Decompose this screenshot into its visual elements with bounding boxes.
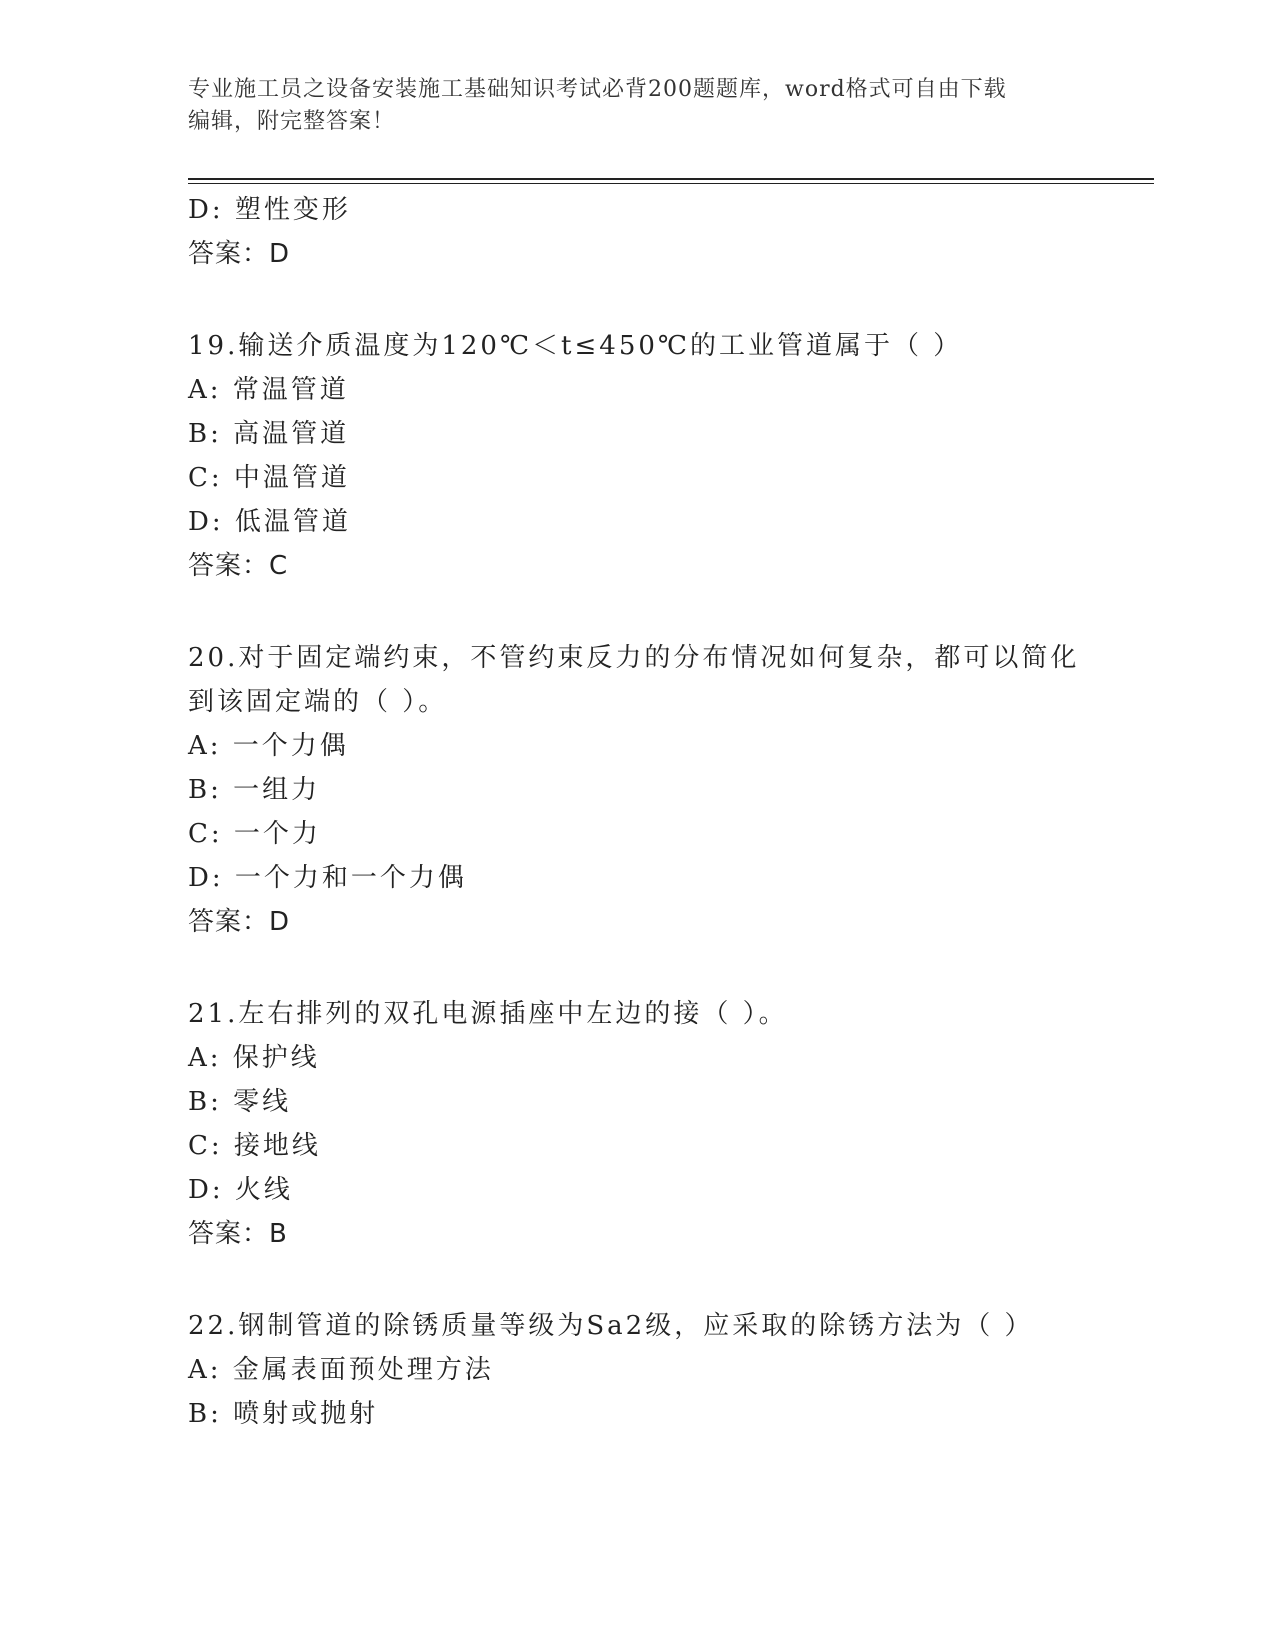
header-divider-thin bbox=[188, 183, 1154, 184]
q20-option-a: A: 一个力偶 bbox=[188, 731, 349, 761]
q19-option-a: A: 常温管道 bbox=[188, 375, 349, 405]
q18-answer: 答案：D bbox=[188, 239, 291, 269]
q20-question-line-2: 到该固定端的（ ）。 bbox=[188, 687, 448, 717]
q21-option-c: C: 接地线 bbox=[188, 1131, 321, 1161]
q22-question: 22.钢制管道的除锈质量等级为Sa2级，应采取的除锈方法为（ ） bbox=[188, 1311, 1034, 1341]
q18-option-d: D: 塑性变形 bbox=[188, 195, 351, 225]
header-title-line-1: 专业施工员之设备安装施工基础知识考试必背200题题库，word格式可自由下载 bbox=[188, 77, 1007, 102]
header-title-line-2: 编辑，附完整答案！ bbox=[188, 109, 396, 134]
q21-question: 21.左右排列的双孔电源插座中左边的接（ ）。 bbox=[188, 999, 788, 1029]
q20-option-b: B: 一组力 bbox=[188, 775, 321, 805]
q19-question: 19.输送介质温度为120℃＜t≤450℃的工业管道属于（ ） bbox=[188, 331, 963, 361]
q22-option-a: A: 金属表面预处理方法 bbox=[188, 1355, 494, 1385]
q19-option-b: B: 高温管道 bbox=[188, 419, 350, 449]
q21-option-a: A: 保护线 bbox=[188, 1043, 320, 1073]
q21-option-d: D: 火线 bbox=[188, 1175, 293, 1205]
header-divider-thick bbox=[188, 178, 1154, 180]
q19-answer: 答案：C bbox=[188, 551, 289, 581]
q20-question-line-1: 20.对于固定端约束，不管约束反力的分布情况如何复杂，都可以简化 bbox=[188, 643, 1080, 673]
q20-answer: 答案：D bbox=[188, 907, 291, 937]
q19-option-c: C: 中温管道 bbox=[188, 463, 350, 493]
q19-option-d: D: 低温管道 bbox=[188, 507, 351, 537]
q22-option-b: B: 喷射或抛射 bbox=[188, 1399, 379, 1429]
q21-answer: 答案：B bbox=[188, 1219, 288, 1249]
q21-option-b: B: 零线 bbox=[188, 1087, 292, 1117]
q20-option-c: C: 一个力 bbox=[188, 819, 321, 849]
q20-option-d: D: 一个力和一个力偶 bbox=[188, 863, 467, 893]
document-header bbox=[188, 74, 1068, 138]
